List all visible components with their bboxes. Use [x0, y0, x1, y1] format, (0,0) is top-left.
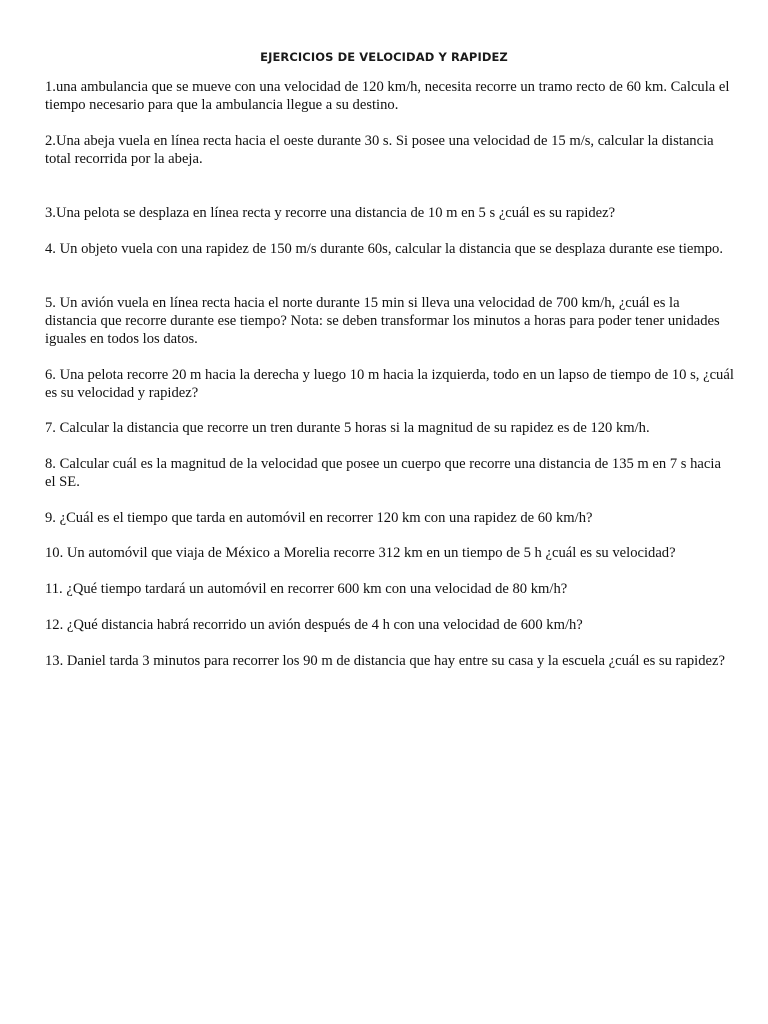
exercise-3: 3.Una pelota se desplaza en línea recta y recorre una distancia de 10 m en 5 s ¿cuál es su rapidez? — [45, 205, 616, 221]
exercise-1: 1.una ambulancia que se mueve con una velocidad de 120 km/h, necesita recorre un tramo recto de 60 km. Calcula el tiempo necesario para que la ambulancia llegue a su destino. — [45, 79, 730, 113]
exercise-8: 8. Calcular cuál es la magnitud de la velocidad que posee un cuerpo que recorre una distancia de 135 m en 7 s hacia el SE. — [45, 456, 721, 490]
document-title: EJERCICIOS DE VELOCIDAD Y RAPIDEZ — [260, 50, 508, 64]
exercise-9: 9. ¿Cuál es el tiempo que tarda en automóvil en recorrer 120 km con una rapidez de 60 km/h? — [45, 510, 593, 526]
exercise-12: 12. ¿Qué distancia habrá recorrido un avión después de 4 h con una velocidad de 600 km/h? — [45, 617, 583, 633]
exercise-13: 13. Daniel tarda 3 minutos para recorrer los 90 m de distancia que hay entre su casa y la escuela ¿cuál es su rapidez? — [45, 653, 725, 669]
exercise-6: 6. Una pelota recorre 20 m hacia la derecha y luego 10 m hacia la izquierda, todo en un lapso de tiempo de 10 s, ¿cuál es su velocidad y rapidez? — [45, 367, 734, 401]
exercise-5: 5. Un avión vuela en línea recta hacia el norte durante 15 min si lleva una velocidad de 700 km/h, ¿cuál es la distancia que recorre durante ese tiempo? Nota: se deben transformar los minutos a horas para poder tener unidades iguales en todos los datos. — [45, 295, 720, 347]
exercise-10: 10. Un automóvil que viaja de México a Morelia recorre 312 km en un tiempo de 5 h ¿cuál es su velocidad? — [45, 545, 676, 561]
exercise-7: 7. Calcular la distancia que recorre un tren durante 5 horas si la magnitud de su rapidez es de 120 km/h. — [45, 420, 650, 436]
exercise-11: 11. ¿Qué tiempo tardará un automóvil en recorrer 600 km con una velocidad de 80 km/h? — [45, 581, 568, 597]
exercise-4: 4. Un objeto vuela con una rapidez de 150 m/s durante 60s, calcular la distancia que se desplaza durante ese tiempo. — [45, 241, 723, 257]
exercise-2: 2.Una abeja vuela en línea recta hacia el oeste durante 30 s. Si posee una velocidad de 15 m/s, calcular la distancia total recorrida por la abeja. — [45, 133, 714, 167]
